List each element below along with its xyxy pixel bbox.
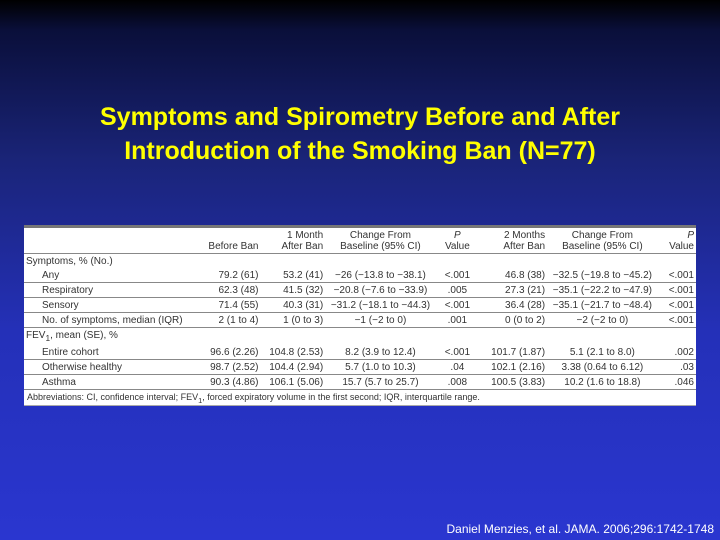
column-header-line-1: P [687, 230, 694, 241]
table-row [24, 268, 696, 283]
table-footnote [24, 390, 696, 407]
table-cell: 90.3 (4.86) [192, 375, 261, 390]
table-row [24, 283, 696, 298]
table-cell: 36.4 (28) [479, 298, 547, 313]
column-header-line-2: Baseline (95% CI) [562, 241, 643, 252]
row-label: Entire cohort [24, 345, 192, 360]
table-cell: 100.5 (3.83) [479, 375, 547, 390]
table-cell: .04 [436, 360, 479, 375]
table-cell: 10.2 (1.6 to 18.8) [547, 375, 658, 390]
table-cell: 104.8 (2.53) [260, 345, 325, 360]
footnote-subscript: 1 [198, 395, 203, 405]
table-cell: 71.4 (55) [192, 298, 261, 313]
table-cell: 5.7 (1.0 to 10.3) [325, 360, 436, 375]
footnote-text-a: Abbreviations: CI, confidence interval; FEV [27, 392, 199, 402]
table-cell: 1 (0 to 3) [260, 313, 325, 328]
table-cell: .008 [436, 375, 479, 390]
row-label: No. of symptoms, median (IQR) [24, 313, 192, 328]
table-row [24, 313, 696, 328]
group-label-subscript: 1 [45, 333, 51, 343]
table-cell: <.001 [658, 268, 696, 283]
table-cell: <.001 [436, 268, 479, 283]
column-header-line-1: P [454, 230, 461, 241]
group-label-main: FEV [26, 330, 46, 341]
table-group-row [24, 254, 696, 269]
table-cell: .03 [658, 360, 696, 375]
table-cell: 27.3 (21) [479, 283, 547, 298]
column-header-1 [192, 228, 261, 254]
column-header-line-1: Change From [349, 230, 412, 241]
column-header-line-2: Baseline (95% CI) [340, 241, 421, 252]
table-cell: 102.1 (2.16) [479, 360, 547, 375]
row-label: Respiratory [24, 283, 192, 298]
column-header-line-2: Before Ban [208, 241, 259, 252]
column-header-3 [325, 228, 436, 254]
table-header-row [24, 228, 696, 254]
table-cell: 98.7 (2.52) [192, 360, 261, 375]
table-cell: 96.6 (2.26) [192, 345, 261, 360]
column-header-line-2: After Ban [503, 241, 546, 252]
table-row [24, 375, 696, 390]
table-row [24, 360, 696, 375]
row-label: Asthma [24, 375, 192, 390]
table-cell: 46.8 (38) [479, 268, 547, 283]
table-cell: 41.5 (32) [260, 283, 325, 298]
table-cell: −32.5 (−19.8 to −45.2) [547, 268, 658, 283]
table-cell: <.001 [658, 313, 696, 328]
table-cell: <.001 [436, 345, 479, 360]
row-label: Any [24, 268, 192, 283]
table-cell: −1 (−2 to 0) [325, 313, 436, 328]
footnote-text-b: , forced expiratory volume in the first second; IQR, interquartile range. [202, 392, 480, 402]
table-cell: 5.1 (2.1 to 8.0) [547, 345, 658, 360]
table-cell: −31.2 (−18.1 to −44.3) [325, 298, 436, 313]
table-cell: 40.3 (31) [260, 298, 325, 313]
table-body [24, 254, 696, 390]
group-label [24, 254, 696, 269]
results-table-panel [24, 225, 696, 406]
table-cell: −35.1 (−22.2 to −47.9) [547, 283, 658, 298]
table-cell: .005 [436, 283, 479, 298]
column-header-7 [658, 228, 696, 254]
table-group-row [24, 328, 696, 346]
column-header-line-2: After Ban [281, 241, 324, 252]
group-label [24, 328, 696, 346]
table-cell: <.001 [658, 298, 696, 313]
table-cell: 79.2 (61) [192, 268, 261, 283]
table-cell: 62.3 (48) [192, 283, 261, 298]
table-cell: −26 (−13.8 to −38.1) [325, 268, 436, 283]
column-header-4 [436, 228, 479, 254]
column-header-5 [479, 228, 547, 254]
table-cell: −20.8 (−7.6 to −33.9) [325, 283, 436, 298]
citation: Daniel Menzies, et al. JAMA. 2006;296:1742-1748 [446, 522, 714, 536]
table-cell: 8.2 (3.9 to 12.4) [325, 345, 436, 360]
table-cell: .002 [658, 345, 696, 360]
table-cell: .001 [436, 313, 479, 328]
column-header-0 [24, 228, 192, 254]
table-cell: 15.7 (5.7 to 25.7) [325, 375, 436, 390]
table-cell: 3.38 (0.64 to 6.12) [547, 360, 658, 375]
table-cell: 106.1 (5.06) [260, 375, 325, 390]
group-label-rest: , mean (SE), % [50, 330, 118, 341]
column-header-line-1: 2 Months [503, 230, 546, 241]
slide-title-line-1: Symptoms and Spirometry Before and After [99, 103, 620, 131]
table-cell: <.001 [436, 298, 479, 313]
table-cell: .046 [658, 375, 696, 390]
table-row [24, 345, 696, 360]
column-header-6 [547, 228, 658, 254]
table-cell: 0 (0 to 2) [479, 313, 547, 328]
table-row [24, 298, 696, 313]
column-header-line-2: Value [669, 241, 694, 252]
table-cell: −35.1 (−21.7 to −48.4) [547, 298, 658, 313]
row-label: Sensory [24, 298, 192, 313]
slide-title [0, 100, 720, 168]
table-cell: 2 (1 to 4) [192, 313, 261, 328]
column-header-line-2: Value [444, 241, 470, 252]
table-cell: −2 (−2 to 0) [547, 313, 658, 328]
table-cell: 53.2 (41) [260, 268, 325, 283]
row-label: Otherwise healthy [24, 360, 192, 375]
table-cell: <.001 [658, 283, 696, 298]
column-header-2 [260, 228, 325, 254]
column-header-line-1: 1 Month [287, 230, 324, 241]
group-label-text: Symptoms, % (No.) [26, 256, 113, 267]
table-cell: 101.7 (1.87) [479, 345, 547, 360]
slide-title-line-2: Introduction of the Smoking Ban (N=77) [124, 137, 596, 165]
column-header-line-1: Change From [571, 230, 633, 241]
table-cell: 104.4 (2.94) [260, 360, 325, 375]
results-table [24, 228, 696, 390]
